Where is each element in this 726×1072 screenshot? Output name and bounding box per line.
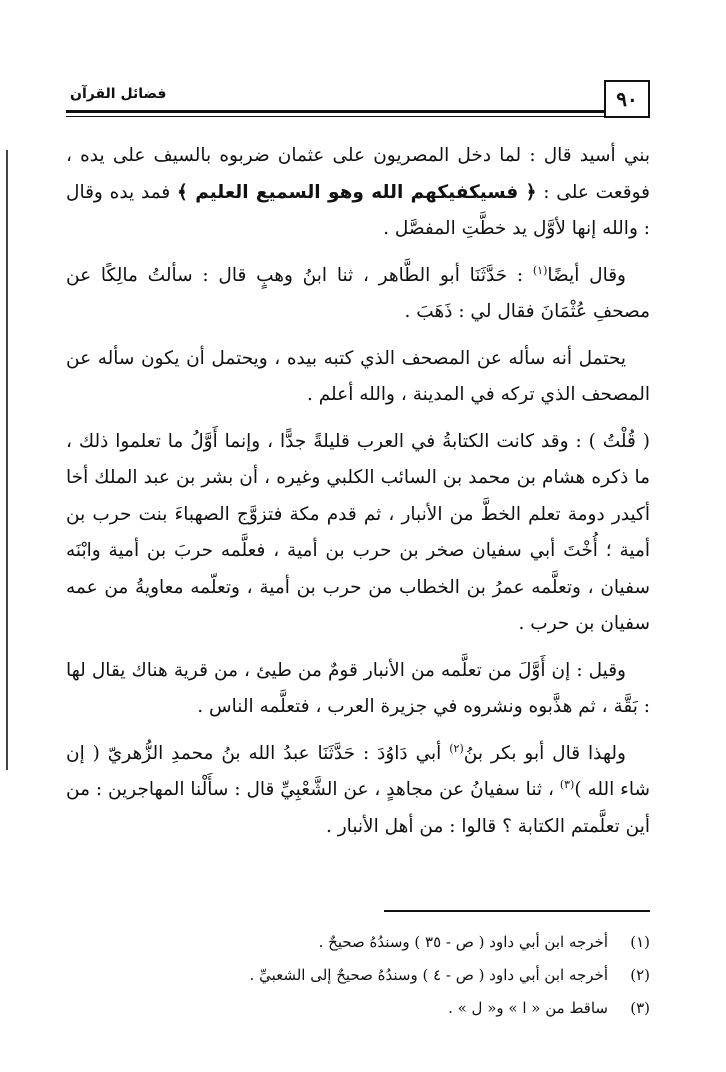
page-edge-line [6,150,8,770]
footnote-item [66,959,650,992]
page-header [66,80,650,120]
paragraph-3: يحتمل أنه سأله عن المصحف الذي كتبه بيده ، ويحتمل أن يكون سأله عن المصحف الذي تركه في المدينة ، والله أعلم . [66,347,650,405]
p6-text-b: أبي دَاوُدَ : حَدَّثَنَا عبدُ الله بنُ محمدِ الزُّهريّ ( إن شاء الله ) [66,742,650,800]
header-rule-thick [66,110,604,113]
p2-text-end: : حَدَّثَنَا أبو الطَّاهر ، ثنا ابنُ وهبٍ قال : سألتُ مالِكًا عن مصحفِ عُثْمَانَ فقال لي : ذَهَبَ . [66,264,650,322]
footnote-ref-1: (١) [532,263,548,277]
p2-text-start: وقال أيضًا [547,264,626,286]
paragraph-5: وقيل : إن أَوَّلَ من تعلَّمه من الأنبار قومٌ من طيئ ، من قرية هناك يقال لها : بَقَّة ، ثم هذَّبوه ونشروه في جزيرة العرب ، فتعلَّمه الناس . [66,659,650,717]
footnote-separator [384,910,650,912]
footnote-text: أخرجه ابن أبي داود ( ص - ٤ ) وسندُهُ صحيحٌ إلى الشعبيِّ . [249,966,608,984]
footnotes [66,926,650,1025]
paragraph-2 [66,258,650,331]
footnote-number: (٢) [630,966,650,984]
footnote-number: (٣) [630,999,650,1017]
p1-text-start: بني أسيد قال : لما دخل المصريون على عثمان ضربوه بالسيف على يده ، فوقعت على : [66,145,650,203]
paragraph-4: ( قُلْتُ ) : وقد كانت الكتابةُ في العرب قليلةً جدًّا ، وإنما أَوَّلُ ما تعلموا ذلك ، ما ذكره هشام بن محمد بن السائب الكلبي وغيره ، أن بشر بن عبد الملك أخا أكيدر دومة تعلم الخطَّ من الأنبار ، ثم قدم مكة فتزوَّج الصهباءَ بنت حرب بن أمية ؛ أُخْتَ أبي سفيان صخر بن حرب بن أمية ، فعلَّمه حربَ بن أمية وابْنَه سفيان ، وتعلَّمه عمرُ بن الخطاب من حرب بن أمية ، وتعلّمه معاويةُ من عمه سفيان بن حرب . [66,430,650,634]
footnote-ref-3: (٣) [559,777,575,791]
footnote-number: (١) [630,933,650,951]
footnote-item [66,992,650,1025]
paragraph-1 [66,138,650,248]
p6-text-c: ، ثنا سفيانُ عن مجاهدٍ ، عن الشَّعْبِيِّ قال : سأَلْنا المهاجرين : من أين تعلَّمتم الكتابة ؟ قالوا : من أهل الأنبار . [66,779,650,837]
paragraph-6 [66,736,650,846]
quran-verse: ﴿ فسيكفيكهم الله وهو السميع العليم ﴾ [177,181,537,203]
p1-text-end: فمد يده وقال : والله إنها لأوَّل يد خطَّتِ المفصَّل . [66,181,650,239]
footnote-item [66,926,650,959]
main-text [66,138,650,855]
footnote-ref-2: (٢) [449,741,464,755]
header-rule-thin [66,116,604,117]
p6-text-a: ولهذا قال أبو بكر بنُ [463,742,626,764]
footnote-text: ساقط من « ا » و« ل » . [448,999,608,1017]
book-title: فضائل القرآن [70,86,167,102]
page-number: ٩٠ [604,80,650,118]
footnote-text: أخرجه ابن أبي داود ( ص - ٣٥ ) وسندُهُ صحيحٌ . [318,933,608,951]
